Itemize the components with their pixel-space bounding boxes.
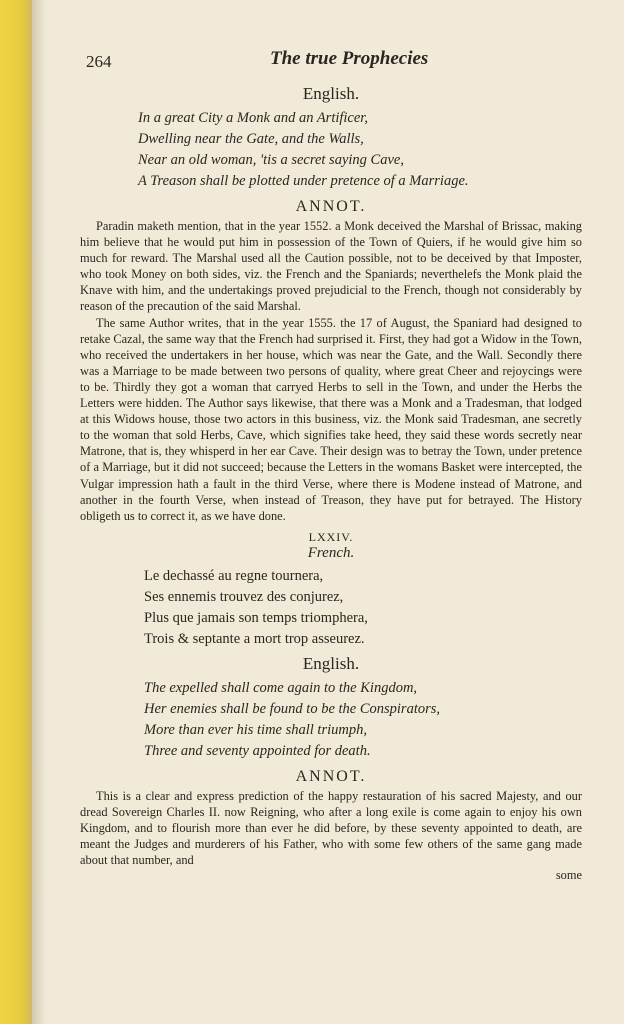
annotation-1 [80,218,582,524]
english-heading-2: English. [302,653,360,673]
annotation-paragraph: This is a clear and express prediction of the happy restauration of his sacred Majesty, and our dread Sovereign Charles II. now Reigning, who after a long exile is come again to enjoy his own Kingdom, and to flourish more than ever he did before, by these seventy appointed to death, are meant the Judges and murderers of his Father, who with some few others of the same gang made about that number, and [80,788,582,868]
annotation-paragraph: The same Author writes, that in the year 1555. the 17 of August, the Spaniard had designed to retake Cazal, the same way that the French had surprised it. First, they had got a Widow in the Town, who received the undertakers in her house, which was near the Gate, and the Wall. Secondly there was a Marriage to be made between two persons of quality, where great Cheer and rejoycings were to be. Thirdly they got a woman that carryed Herbs to sell in the Town, and under the Herbs the Letters were hidden. The Author says likewise, that there was a Monk and a Tradesman, that lodged at this Widows house, those two actors in this business, viz. the Monk said Tradesman, ane secretly to the woman that sold Herbs, Cave, which signifies take heed, they said these words secretly near Matrone, that is, they whisperd in her ear Cave. Their design was to betray the Town, under pretence of a Marriage, but it did not succeed; because the Letters in the womans Basket were intercepted, the Vulgar impression hath a fault in the third Verse, where there is Modene instead of Matrone, and another in the fourth Verse, when instead of Treason, they have put for betrayed. The History obligeth us to correct it, as we have done. [80,315,582,523]
running-head [80,40,582,80]
verse-line: More than ever his time shall triumph, [144,721,367,738]
verse-line: In a great City a Monk and an Artificer, [138,110,368,126]
verse-line: Le dechassé au regne tournera, [144,567,324,584]
book-page [80,40,582,883]
running-title: The true Prophecies [270,48,429,69]
annot-heading-1: ANNOT. [295,198,367,215]
verse-line: A Treason shall be plotted under pretence of a Marriage. [138,173,469,189]
verse-line: Trois & septante a mort trop asseurez. [144,630,365,647]
page-fold-shadow [32,0,46,1024]
english-verse-2 [144,678,582,762]
annotation-2 [80,788,582,868]
verse-line: Plus que jamais son temps triomphera, [144,609,368,626]
catchword: some [555,868,582,883]
french-verse [144,566,582,650]
english-verse-1 [138,108,582,192]
page-number: 264 [86,52,112,71]
verse-line: Three and seventy appointed for death. [144,742,371,759]
annot-heading-2: ANNOT. [295,767,367,785]
english-heading-1: English. [302,84,360,103]
annotation-paragraph: Paradin maketh mention, that in the year 1552. a Monk deceived the Marshal of Brissac, making him believe that he would put him in possession of the Town of Quiers, if he would give him so much for reward. The Marshal used all the Caution possible, not to be deceived by that Imposter, who took Money on both sides, viz. the French and the Spaniards; neverthelefs the Monk plaid the Knave with him, and the undertakings proved prejudicial to the French, though not considerably by reason of the precaution of the said Marshal. [80,219,582,314]
page-edge-yellow [0,0,32,1024]
verse-line: Dwelling near the Gate, and the Walls, [138,131,364,147]
verse-line: Near an old woman, 'tis a secret saying Cave, [138,152,404,168]
verse-line: The expelled shall come again to the Kingdom, [144,679,418,696]
verse-line: Ses ennemis trouvez des conjurez, [144,588,344,605]
quatrain-number: LXXIV. [308,529,354,544]
french-heading: French. [307,544,355,561]
verse-line: Her enemies shall be found to be the Conspirators, [144,700,441,717]
